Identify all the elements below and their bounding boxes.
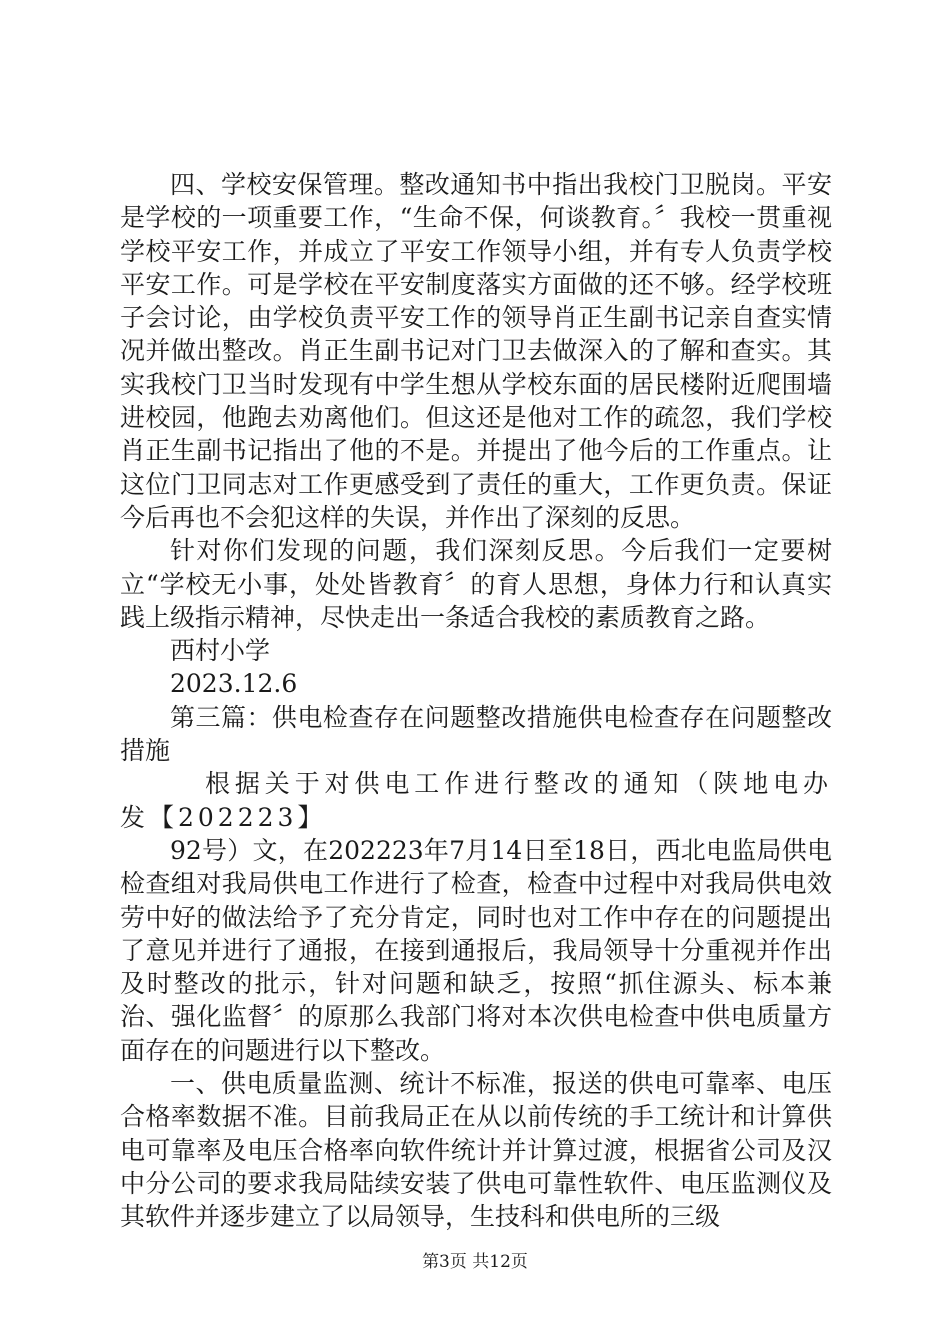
paragraph-inspection: 92号）文，在202223年7月14日至18日，西北电监局供电检查组对我局供电工作进行了检查，检查中过程中对我局供电效劳中好的做法给予了充分肯定，同时也对工作中存在的问题提出了意见并进行了通报，在接到通报后，我局领导十分重视并作出及时整改的批示，针对问题和缺乏，按照“抓住源头、标本兼治、强化监督〞的原那么我部门将对本次供电检查中供电质量方面存在的问题进行以下整改。 bbox=[120, 835, 832, 1065]
paragraph-school-security: 四、学校安保管理。整改通知书中指出我校门卫脱岗。平安是学校的一项重要工作，“生命不保，何谈教育。〞我校一贯重视学校平安工作，并成立了平安工作领导小组，并有专人负责学校平安工作。可是学校在平安制度落实方面做的还不够。经学校班子会讨论，由学校负责平安工作的领导肖正生副书记亲自查实情况并做出整改。肖正生副书记对门卫去做深入的了解和查实。其实我校门卫当时发现有中学生想从学校东面的居民楼附近爬围墙进校园，他跑去劝离他们。但这还是他对工作的疏忽，我们学校肖正生副书记指出了他的不是。并提出了他今后的工作重点。让这位门卫同志对工作更感受到了责任的重大，工作更负责。保证今后再也不会犯这样的失误，并作出了深刻的反思。 bbox=[120, 170, 832, 532]
paragraph-power-quality: 一、供电质量监测、统计不标准，报送的供电可靠率、电压合格率数据不准。目前我局正在从以前传统的手工统计和计算供电可靠率及电压合格率向软件统计并计算过渡，根据省公司及汉中分公司的要求我局陆续安装了供电可靠性软件、电压监测仪及其软件并逐步建立了以局领导，生技科和供电所的三级 bbox=[120, 1069, 832, 1232]
section-title: 第三篇：供电检查存在问题整改措施供电检查存在问题整改措施 bbox=[120, 702, 832, 766]
signature-date: 2023.12.6 bbox=[170, 669, 298, 699]
signature-org: 西村小学 bbox=[170, 636, 271, 666]
page-footer: 第3页 共12页 bbox=[422, 1252, 528, 1272]
paragraph-reflection: 针对你们发现的问题，我们深刻反思。今后我们一定要树立“学校无小事，处处皆教育〞的育人思想，身体力行和认真实践上级指示精神，尽快走出一条适合我校的素质教育之路。 bbox=[120, 536, 832, 632]
document-body bbox=[120, 168, 832, 1234]
notice-line: 根据关于对供电工作进行整改的通知（陕地电办发【202223】 bbox=[120, 769, 832, 832]
